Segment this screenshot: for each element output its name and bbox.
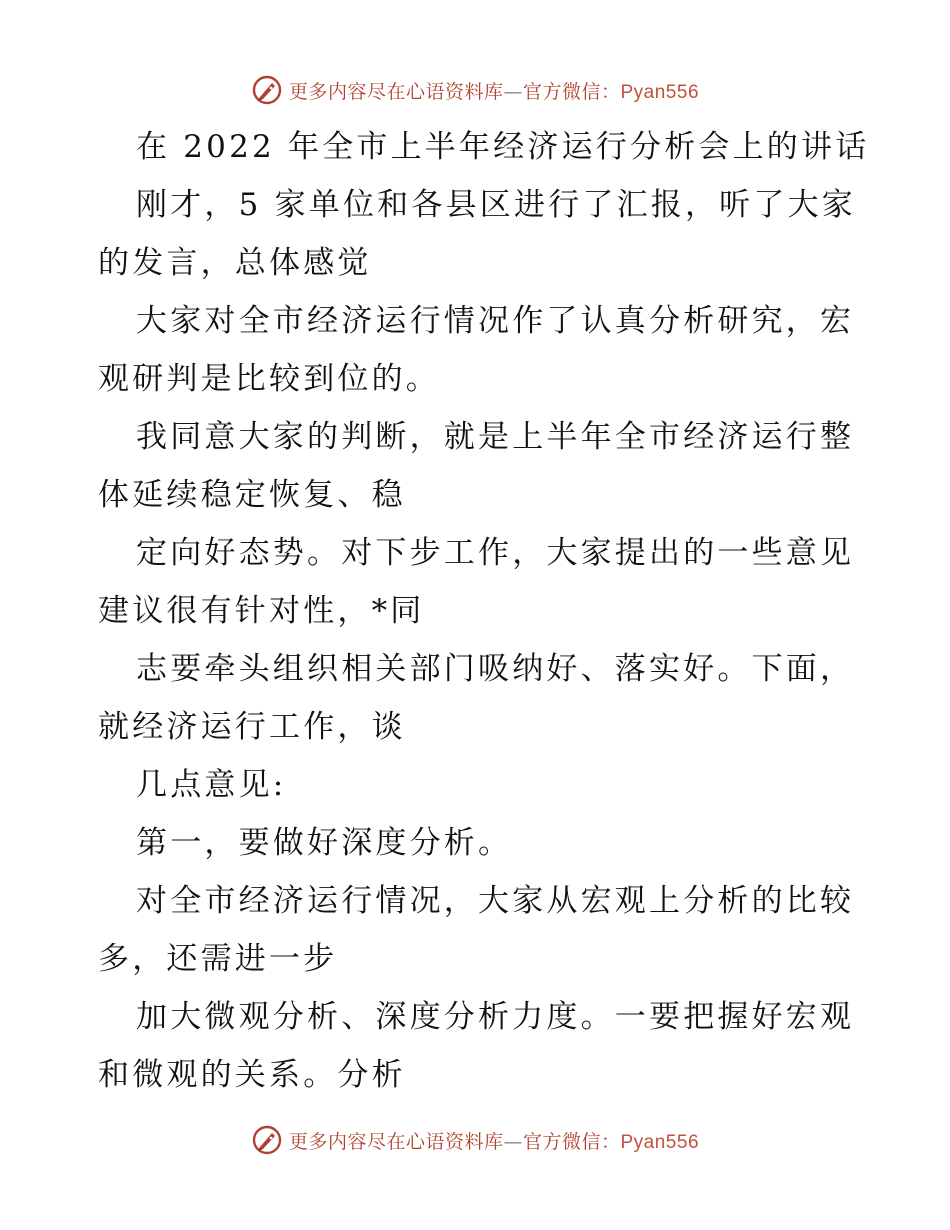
document-line: 刚才，5 家单位和各县区进行了汇报，听了大家	[136, 187, 856, 223]
footer-banner-id: Pyan556	[620, 1131, 700, 1153]
document-line: 第一，要做好深度分析。	[136, 825, 513, 861]
pen-nib-logo-icon	[251, 74, 283, 106]
document-line: 大家对全市经济运行情况作了认真分析研究，宏	[136, 303, 855, 339]
document-line: 观研判是比较到位的。	[98, 361, 440, 397]
document-line: 我同意大家的判断，就是上半年全市经济运行整	[136, 419, 855, 455]
header-banner-id: Pyan556	[620, 81, 700, 103]
document-line: 加大微观分析、深度分析力度。一要把握好宏观	[136, 999, 855, 1035]
document-line: 对全市经济运行情况，大家从宏观上分析的比较	[136, 883, 855, 919]
header-banner-dash: —	[503, 80, 523, 103]
header-banner[interactable]	[0, 72, 950, 108]
header-banner-text	[289, 77, 699, 104]
footer-banner[interactable]	[0, 1122, 950, 1158]
footer-banner-title: 更多内容尽在心语资料库	[288, 1130, 504, 1153]
document-line: 建议很有针对性，*同	[98, 593, 425, 629]
document-line: 多，还需进一步	[98, 941, 338, 977]
footer-banner-dash: —	[503, 1130, 523, 1153]
document-body	[98, 118, 870, 1104]
document-line: 就经济运行工作，谈	[98, 709, 406, 745]
document-line: 志要牵头组织相关部门吸纳好、落实好。下面，	[136, 651, 855, 687]
header-banner-title: 更多内容尽在心语资料库	[288, 80, 504, 103]
document-line: 体延续稳定恢复、稳	[98, 477, 406, 513]
document-line: 几点意见:	[136, 767, 287, 803]
document-line: 在 2022 年全市上半年经济运行分析会上的讲话	[136, 129, 870, 165]
footer-banner-text	[289, 1127, 699, 1154]
header-banner-contact: 官方微信：	[522, 80, 621, 103]
document-line: 和微观的关系。分析	[98, 1057, 406, 1093]
footer-banner-contact: 官方微信：	[522, 1130, 621, 1153]
document-line: 定向好态势。对下步工作，大家提出的一些意见	[136, 535, 855, 571]
pen-nib-logo-icon	[251, 1124, 283, 1156]
document-line: 的发言，总体感觉	[98, 245, 372, 281]
